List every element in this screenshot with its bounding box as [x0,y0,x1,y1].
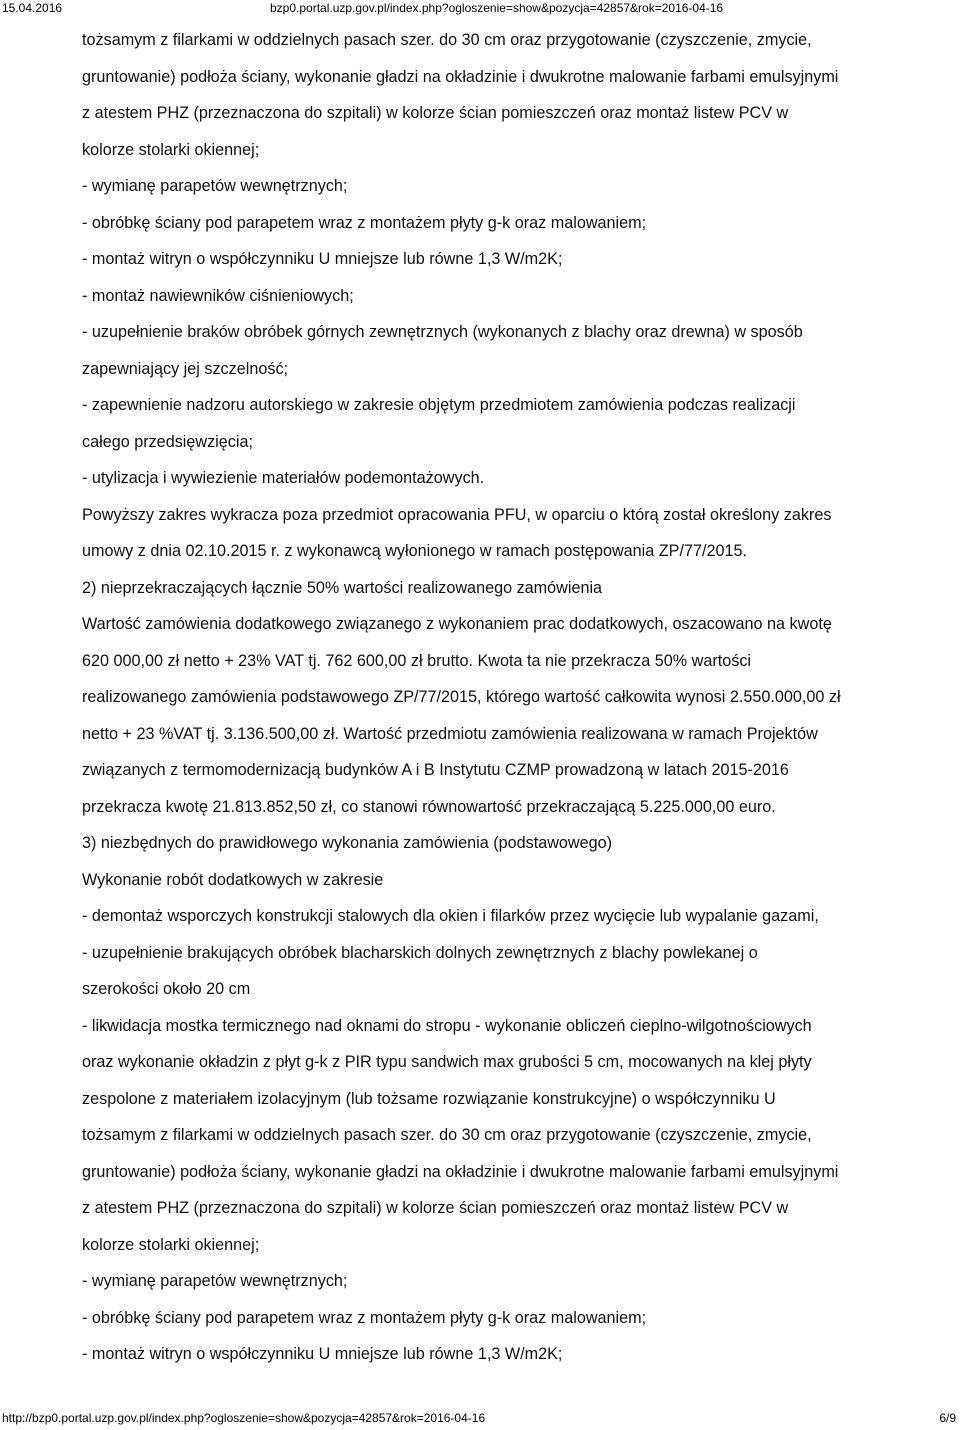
footer-url: http://bzp0.portal.uzp.gov.pl/index.php?ogloszenie=show&pozycja=42857&rok=2016-04-16 [2,1411,486,1425]
text-line: - obróbkę ściany pod parapetem wraz z montażem płyty g-k oraz malowaniem; [82,213,647,232]
page-footer [0,1410,960,1426]
page-number: 6/9 [939,1411,956,1425]
text-line: tożsamym z filarkami w oddzielnych pasach szer. do 30 cm oraz przygotowanie (czyszczenie, zmycie, [82,1126,812,1144]
text-line: - montaż witryn o współczynniku U mniejsze lub równe 1,3 W/m2K; [82,250,563,268]
text-line: - utylizacja i wywiezienie materiałów podemontażowych. [82,469,485,487]
text-line: gruntowanie) podłoża ściany, wykonanie gładzi na okładzinie i dwukrotne malowanie farbami emulsyjnymi [82,1162,839,1181]
text-line: 620 000,00 zł netto + 23% VAT tj. 762 600,00 zł brutto. Kwota ta nie przekracza 50% wartości [82,651,752,670]
text-line: kolorze stolarki okiennej; [82,1235,260,1254]
text-line: umowy z dnia 02.10.2015 r. z wykonawcą wyłonionego w ramach postępowania ZP/77/2015. [82,542,747,560]
text-line: Wartość zamówienia dodatkowego związanego z wykonaniem prac dodatkowych, oszacowano na kwotę [82,615,832,633]
text-line: zapewniający jej szczelność; [82,359,289,378]
text-line: - demontaż wsporczych konstrukcji stalowych dla okien i filarków przez wycięcie lub wypalanie gazami, [82,907,819,925]
text-line: - wymianę parapetów wewnętrznych; [82,1272,348,1290]
text-line: - montaż nawiewników ciśnieniowych; [82,286,354,305]
text-line: z atestem PHZ (przeznaczona do szpitali) w kolorze ścian pomieszczeń oraz montaż listew PCV w [82,104,789,122]
text-line: - wymianę parapetów wewnętrznych; [82,177,348,195]
text-line: zespolone z materiałem izolacyjnym (lub tożsame rozwiązanie konstrukcyjne) o współczynniku U [82,1089,776,1108]
page-header [0,0,960,16]
text-line: Wykonanie robót dodatkowych w zakresie [82,870,384,889]
text-line: - likwidacja mostka termicznego nad oknami do stropu - wykonanie obliczeń cieplno-wilgotnościowych [82,1016,812,1035]
text-line: tożsamym z filarkami w oddzielnych pasach szer. do 30 cm oraz przygotowanie (czyszczenie, zmycie, [82,31,812,49]
text-line: kolorze stolarki okiennej; [82,140,260,159]
text-line: - uzupełnienie brakujących obróbek blacharskich dolnych zewnętrznych z blachy powlekanej o [82,943,758,962]
text-line: - obróbkę ściany pod parapetem wraz z montażem płyty g-k oraz malowaniem; [82,1308,647,1327]
text-line: gruntowanie) podłoża ściany, wykonanie gładzi na okładzinie i dwukrotne malowanie farbami emulsyjnymi [82,67,839,86]
text-line: 2) nieprzekraczających łącznie 50% wartości realizowanego zamówienia [82,578,603,597]
text-line: szerokości około 20 cm [82,980,251,998]
text-line: przekracza kwotę 21.813.852,50 zł, co stanowi równowartość przekraczającą 5.225.000,00 euro. [82,797,776,816]
text-line: netto + 23 %VAT tj. 3.136.500,00 zł. Wartość przedmiotu zamówienia realizowana w ramach Projektów [82,724,818,743]
text-line: - uzupełnienie braków obróbek górnych zewnętrznych (wykonanych z blachy oraz drewna) w sposób [82,323,803,341]
document-body [82,22,952,1373]
text-line: 3) niezbędnych do prawidłowego wykonania zamówienia (podstawowego) [82,834,612,852]
header-url: bzp0.portal.uzp.gov.pl/index.php?ogloszenie=show&pozycja=42857&rok=2016-04-16 [270,1,724,15]
text-line: oraz wykonanie okładzin z płyt g-k z PIR typu sandwich max grubości 5 cm, mocowanych na klej płyty [82,1053,812,1071]
text-line: - zapewnienie nadzoru autorskiego w zakresie objętym przedmiotem zamówienia podczas realizacji [82,396,796,414]
text-line: - montaż witryn o współczynniku U mniejsze lub równe 1,3 W/m2K; [82,1345,563,1363]
text-line: całego przedsięwzięcia; [82,432,253,451]
text-line: z atestem PHZ (przeznaczona do szpitali) w kolorze ścian pomieszczeń oraz montaż listew PCV w [82,1199,789,1217]
print-date: 15.04.2016 [2,1,63,15]
text-line: związanych z termomodernizacją budynków A i B Instytutu CZMP prowadzoną w latach 2015-2016 [82,761,789,779]
text-line: Powyższy zakres wykracza poza przedmiot opracowania PFU, w oparciu o którą został określony zakres [82,505,832,524]
text-line: realizowanego zamówienia podstawowego ZP/77/2015, którego wartość całkowita wynosi 2.550.000,00 zł [82,688,841,706]
